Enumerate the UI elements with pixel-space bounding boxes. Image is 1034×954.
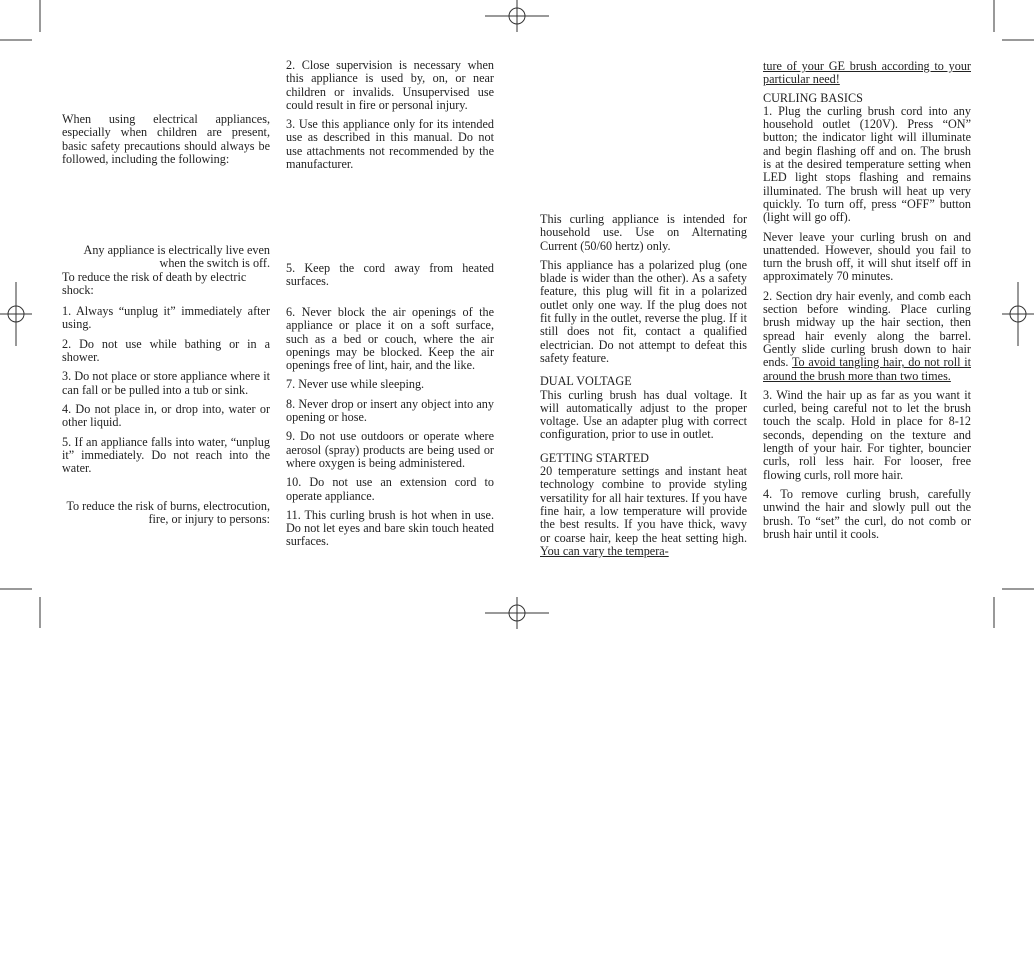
- curling-step-1: 1. Plug the curling brush cord into any household outlet (120V). Press “ON” button; the indicator light will illuminate and begin flashing off and on. The brush is at the desired temperature setting when LED light stops flashing and remains illuminated. The brush will heat up very quickly. To turn off, press “OFF” button (light will go off).: [763, 103, 971, 225]
- vary-temperature-underline: ture of your GE brush according to your particular need!: [763, 59, 971, 87]
- column-3: [540, 0, 747, 600]
- col2-item-9: 9. Do not use outdoors or operate where aerosol (spray) products are being used or where oxygen is being administered.: [286, 429, 494, 470]
- curling-step-4: 4. To remove curling brush, carefully unwind the hair and slowly pull out the brush. To “set” the curl, do not comb or brush hair until it cools.: [763, 486, 971, 541]
- col1-item-4: 4. Do not place in, or drop into, water or other liquid.: [62, 401, 270, 430]
- household-paragraph: This curling appliance is intended for household use. Use on Alternating Current (50/60 hertz) only.: [540, 212, 747, 253]
- col1-item-5: 5. If an appliance falls into water, “unplug it” immediately. Do not reach into the water.: [62, 434, 270, 476]
- col2-item-11: 11. This curling brush is hot when in use. Do not let eyes and bare skin touch heated surfaces.: [286, 507, 494, 549]
- col2-item-3: 3. Use this appliance only for its intended use as described in this manual. Do not use attachments not recommended by the manufacturer.: [286, 117, 494, 172]
- column-2: [286, 0, 494, 600]
- col2-item-6: 6. Never block the air openings of the appliance or place it on a soft surface, such as a bed or couch, where the air openings may be blocked. Keep the air openings free of lint, hair, and the like.: [286, 305, 494, 373]
- dual-voltage-heading: DUAL VOLTAGE: [540, 374, 632, 389]
- col2-item-8: 8. Never drop or insert any object into any opening or hose.: [286, 396, 494, 425]
- col2-item-2: 2. Close supervision is necessary when this appliance is used by, on, or near children or invalids. Unsupervised use could result in fire or personal injury.: [286, 58, 494, 112]
- registration-mark-left: [0, 282, 32, 346]
- intro-paragraph: When using electrical appliances, especially when children are present, basic safety precautions should always be followed, including the following:: [62, 112, 270, 166]
- column-4: [763, 0, 971, 600]
- getting-started-heading: GETTING STARTED: [540, 450, 649, 465]
- never-leave-paragraph: Never leave your curling brush on and unattended. However, should you fail to turn the brush off, it will shut itself off in approximately 70 minutes.: [763, 229, 971, 284]
- curling-basics-heading: CURLING BASICS: [763, 90, 863, 105]
- col2-item-5: 5. Keep the cord away from heated surfaces.: [286, 261, 494, 289]
- danger-live-text: Any appliance is electrically live even when the switch is off.: [83, 243, 270, 271]
- col1-item-2: 2. Do not use while bathing or in a shower.: [62, 336, 270, 365]
- getting-started-underline: You can vary the tempera-: [540, 543, 669, 558]
- curling-step-2: 2. Section dry hair evenly, and comb each section before winding. Place curling brush midway up the hair section, then spread hair evenly along the barrel. Gently slide curling brush down to hair ends.: [763, 288, 971, 370]
- col2-item-7: 7. Never use while sleeping.: [286, 377, 425, 392]
- danger-reduce-text: To reduce the risk of death by electric shock:: [62, 269, 247, 297]
- col1-item-3: 3. Do not place or store appliance where it can fall or be pulled into a tub or sink.: [62, 369, 270, 397]
- warning-text: To reduce the risk of burns, electrocution, fire, or injury to persons:: [66, 499, 270, 527]
- registration-mark-bottom: [485, 597, 549, 629]
- registration-mark-right: [1002, 282, 1034, 346]
- column-1: [62, 0, 270, 600]
- curling-step-3: 3. Wind the hair up as far as you want it curled, being careful not to let the brush touch the scalp. Hold in place for 8-12 seconds, depending on the texture and length of your hair. For tighter, bouncier curls, roll less hair. For looser, free flowing curls, roll more hair.: [763, 387, 971, 482]
- getting-started-text: 20 temperature settings and instant heat technology combine to provide styling versatility for all hair textures. If you have fine hair, a low temperature will provide the best results. If you have thick, wavy or coarse hair, keep the heat setting high.: [540, 464, 747, 545]
- col1-item-1: 1. Always “unplug it” immediately after using.: [62, 304, 270, 332]
- dual-voltage-text: This curling brush has dual voltage. It will automatically adjust to the proper voltage. Use an adapter plug with correct configuration, prior to use in outlet.: [540, 387, 747, 442]
- curling-step-2-underline: To avoid tangling hair, do not roll it around the brush more than two times.: [763, 355, 972, 383]
- polarized-plug-paragraph: This appliance has a polarized plug (one blade is wider than the other). As a safety feature, this plug will fit in a polarized outlet only one way. If the plug does not fit fully in the outlet, reverse the plug. If it still does not fit, contact a qualified electrician. Do not attempt to defeat this safety feature.: [540, 257, 747, 365]
- col2-item-10: 10. Do not use an extension cord to operate appliance.: [286, 475, 494, 503]
